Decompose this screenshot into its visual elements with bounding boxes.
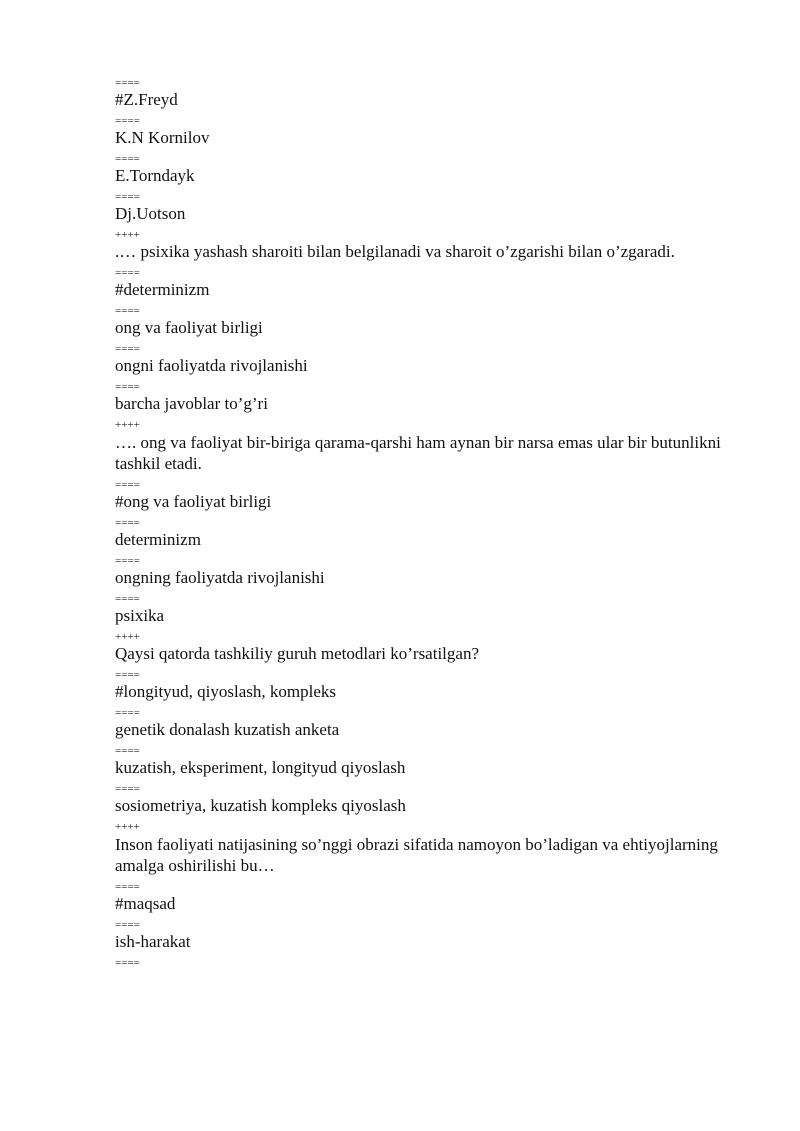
document-page: [115, 78, 735, 968]
question-text: Inson faoliyati natijasining so’nggi obrazi sifatida namoyon bo’ladigan va ehtiyojlarning amalga oshirilishi bu…: [115, 835, 718, 875]
question-separator: ++++: [115, 822, 140, 832]
answer-option: sosiometriya, kuzatish kompleks qiyoslash: [115, 796, 406, 815]
question-text: Qaysi qatorda tashkiliy guruh metodlari ko’rsatilgan?: [115, 644, 479, 663]
separator: ====: [115, 382, 140, 392]
answer-option: barcha javoblar to’g’ri: [115, 394, 268, 413]
separator: ====: [115, 192, 140, 202]
separator: ====: [115, 784, 140, 794]
answer-option: ong va faoliyat birligi: [115, 318, 263, 337]
answer-option: #ong va faoliyat birligi: [115, 492, 272, 511]
separator: ====: [115, 594, 140, 604]
separator: ====: [115, 556, 140, 566]
separator: ====: [115, 670, 140, 680]
answer-option: Dj.Uotson: [115, 204, 186, 223]
answer-option: #longityud, qiyoslash, kompleks: [115, 682, 336, 701]
answer-option: #Z.Freyd: [115, 90, 178, 109]
answer-option: ongni faoliyatda rivojlanishi: [115, 356, 308, 375]
answer-option: E.Torndayk: [115, 166, 195, 185]
separator: ====: [115, 480, 140, 490]
separator: ====: [115, 154, 140, 164]
separator: ====: [115, 708, 140, 718]
separator: ====: [115, 78, 140, 88]
separator: ====: [115, 306, 140, 316]
question-separator: ++++: [115, 230, 140, 240]
question-separator: ++++: [115, 632, 140, 642]
separator: ====: [115, 116, 140, 126]
question-text: .… psixika yashash sharoiti bilan belgilanadi va sharoit o’zgarishi bilan o’zgaradi.: [115, 242, 675, 261]
answer-option: kuzatish, eksperiment, longityud qiyoslash: [115, 758, 406, 777]
separator: ====: [115, 344, 140, 354]
separator: ====: [115, 268, 140, 278]
answer-option: K.N Kornilov: [115, 128, 210, 147]
separator: ====: [115, 882, 140, 892]
answer-option: ish-harakat: [115, 932, 191, 951]
separator: ====: [115, 958, 140, 968]
question-text: …. ong va faoliyat bir-biriga qarama-qarshi ham aynan bir narsa emas ular bir butunlikni tashkil etadi.: [115, 433, 721, 473]
separator: ====: [115, 518, 140, 528]
answer-option: #maqsad: [115, 894, 176, 913]
answer-option: #determinizm: [115, 280, 210, 299]
separator: ====: [115, 746, 140, 756]
answer-option: ongning faoliyatda rivojlanishi: [115, 568, 325, 587]
answer-option: psixika: [115, 606, 165, 625]
answer-option: determinizm: [115, 530, 201, 549]
question-separator: ++++: [115, 420, 140, 430]
answer-option: genetik donalash kuzatish anketa: [115, 720, 340, 739]
separator: ====: [115, 920, 140, 930]
